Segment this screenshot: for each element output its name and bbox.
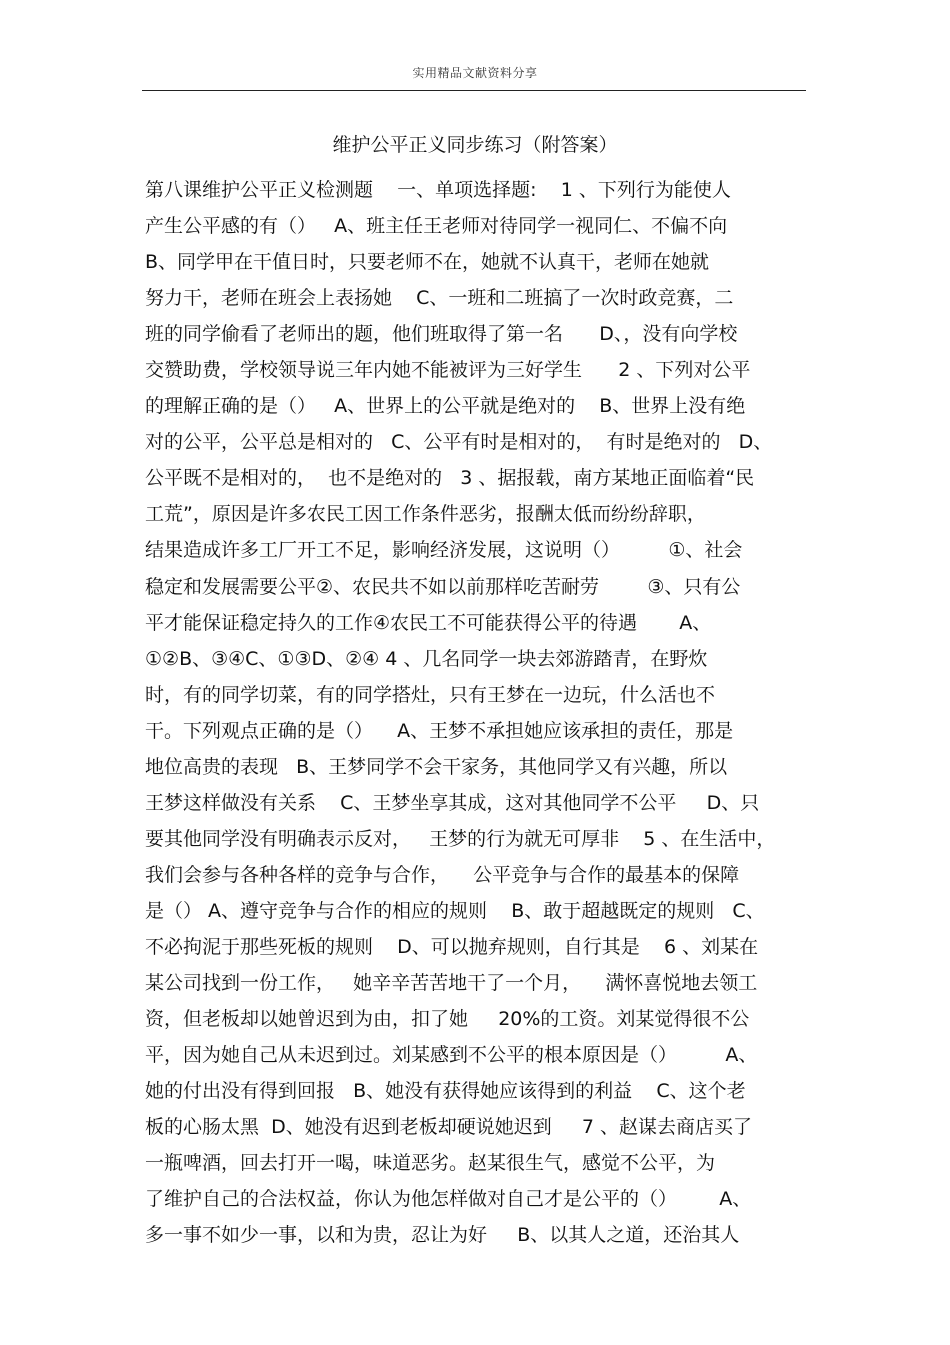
body-line: 一瓶啤酒，回去打开一喝，味道恶劣。赵某很生气，感觉不公平，为 bbox=[145, 1152, 716, 1175]
body-line: 地位高贵的表现 B、王梦同学不会干家务，其他同学又有兴趣，所以 bbox=[145, 755, 728, 778]
body-line: 了维护自己的合法权益，你认为他怎样做对自己才是公平的（） A、 bbox=[145, 1188, 752, 1211]
body-line: 结果造成许多工厂开工不足，影响经济发展，这说明（） ①、社会 bbox=[145, 539, 743, 562]
body-line: 我们会参与各种各样的竞争与合作， 公平竞争与合作的最基本的保障 bbox=[145, 863, 740, 886]
body-line: 她的付出没有得到回报 B、她没有获得她应该得到的利益 C、这个老 bbox=[145, 1080, 746, 1103]
body-line: 工荒”，原因是许多农民工因工作条件恶劣，报酬太低而纷纷辞职， bbox=[145, 503, 706, 526]
body-line: 王梦这样做没有关系 C、王梦坐享其成，这对其他同学不公平 D、只 bbox=[145, 791, 760, 814]
body-line: 班的同学偷看了老师出的题，他们班取得了第一名 D、，没有向学校 bbox=[145, 323, 738, 346]
document-title: 维护公平正义同步练习（附答案） bbox=[332, 134, 618, 156]
body-line: ①②B、③④C、①③D、②④ 4 、几名同学一块去郊游踏青，在野炊 bbox=[145, 647, 708, 670]
body-line: 某公司找到一份工作， 她辛辛苦苦地干了一个月， 满怀喜悦地去领工 bbox=[145, 972, 758, 995]
body-line: 是（） A、遵守竞争与合作的相应的规则 B、敢于超越既定的规则 C、 bbox=[145, 899, 765, 922]
body-line: 多一事不如少一事，以和为贵，忍让为好 B、以其人之道，还治其人 bbox=[145, 1224, 740, 1247]
body-line: 第八课维护公平正义检测题 一、单项选择题: 1 、下列行为能使人 bbox=[145, 179, 731, 201]
page-header: 实用精品文献资料分享 bbox=[412, 66, 538, 80]
header-divider bbox=[142, 90, 806, 91]
body-line: 平，因为她自己从未迟到过。刘某感到不公平的根本原因是（） A、 bbox=[145, 1044, 758, 1067]
body-line: 板的心肠太黑 D、她没有迟到老板却硬说她迟到 7 、赵谋去商店买了 bbox=[145, 1116, 753, 1139]
body-line: 稳定和发展需要公平②、农民共不如以前那样吃苦耐劳 ③、只有公 bbox=[145, 575, 741, 598]
body-line: 努力干，老师在班会上表扬她 C、一班和二班搞了一次时政竞赛，二 bbox=[145, 287, 734, 310]
document-body bbox=[145, 172, 809, 1253]
body-line: 干。下列观点正确的是（） A、王梦不承担她应该承担的责任，那是 bbox=[145, 719, 734, 742]
body-line: 对的公平，公平总是相对的 C、公平有时是相对的， 有时是绝对的 D、 bbox=[145, 431, 773, 454]
body-line: 时，有的同学切菜，有的同学搭灶，只有王梦在一边玩，什么活也不 bbox=[145, 683, 716, 706]
body-line: 资，但老板却以她曾迟到为由，扣了她 20%的工资。刘某觉得很不公 bbox=[145, 1008, 750, 1031]
body-line: 公平既不是相对的， 也不是绝对的 3 、据报载，南方某地正面临着“民 bbox=[145, 467, 755, 490]
body-line: B、同学甲在干值日时，只要老师不在，她就不认真干，老师在她就 bbox=[145, 251, 710, 274]
body-line: 不必拘泥于那些死板的规则 D、可以抛弃规则，自行其是 6 、刘某在 bbox=[145, 935, 759, 958]
body-line: 的理解正确的是（） A、世界上的公平就是绝对的 B、世界上没有绝 bbox=[145, 395, 746, 418]
body-line: 平才能保证稳定持久的工作④农民工不可能获得公平的待遇 A、 bbox=[145, 611, 712, 634]
body-line: 要其他同学没有明确表示反对， 王梦的行为就无可厚非 5 、在生活中， bbox=[145, 827, 776, 850]
body-line: 交赞助费，学校领导说三年内她不能被评为三好学生 2 、下列对公平 bbox=[145, 359, 751, 382]
body-line: 产生公平感的有（） A、班主任王老师对待同学一视同仁、不偏不向 bbox=[145, 215, 728, 238]
